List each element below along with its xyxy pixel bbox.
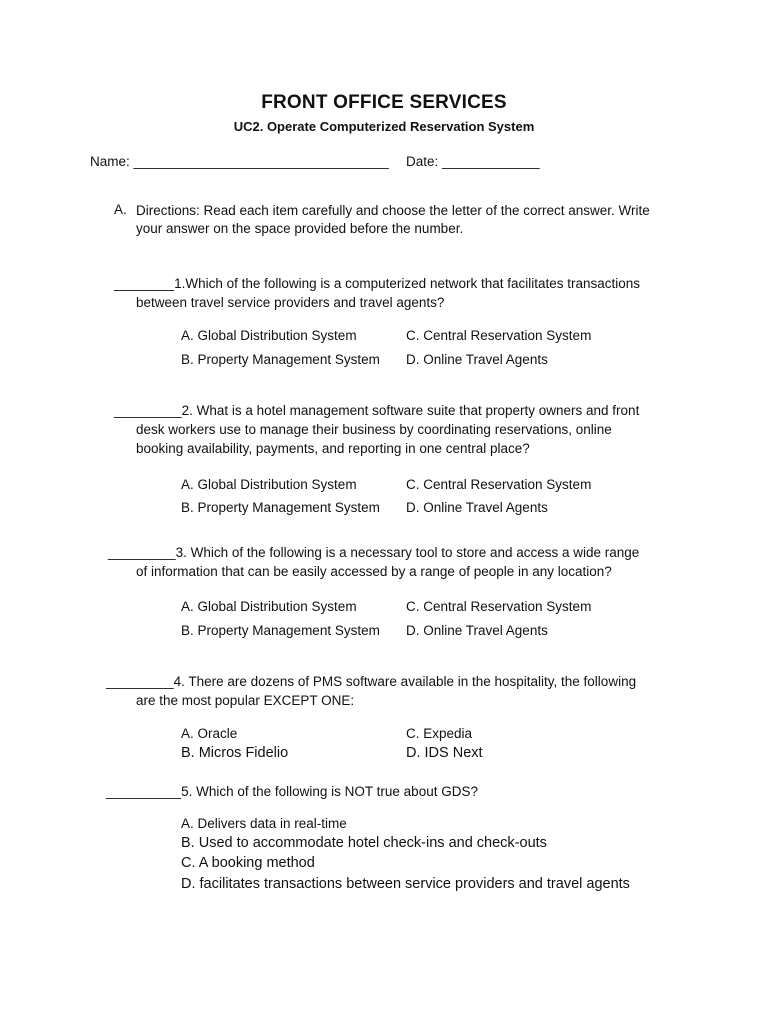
question-2-choice-c: C. Central Reservation System bbox=[406, 477, 592, 492]
question-3-stem-cont: of information that can be easily accessed by a range of people in any location? bbox=[136, 564, 612, 579]
question-4 bbox=[106, 672, 646, 710]
question-3-stem: _________3. Which of the following is a necessary tool to store and access a wide range bbox=[108, 545, 640, 560]
question-4-stem: _________4. There are dozens of PMS software available in the hospitality, the following bbox=[106, 674, 637, 689]
question-4-choice-d: D. IDS Next bbox=[406, 745, 483, 761]
question-1-choice-c: C. Central Reservation System bbox=[406, 328, 592, 343]
question-1-choice-b: B. Property Management System bbox=[181, 352, 380, 367]
question-4-choice-b: B. Micros Fidelio bbox=[181, 745, 289, 761]
question-1-stem: ________1.Which of the following is a computerized network that facilitates transactions bbox=[114, 276, 641, 291]
question-5-choice-d: D. facilitates transactions between service providers and travel agents bbox=[181, 876, 630, 892]
date-field: Date: _____________ bbox=[406, 154, 540, 169]
question-1-choice-d: D. Online Travel Agents bbox=[406, 352, 548, 367]
question-1-stem-cont: between travel service providers and travel agents? bbox=[136, 295, 445, 310]
question-2 bbox=[114, 401, 654, 458]
question-5 bbox=[106, 782, 646, 801]
question-2-stem: _________2. What is a hotel management software suite that property owners and front bbox=[114, 403, 640, 418]
question-3-choice-d: D. Online Travel Agents bbox=[406, 623, 548, 638]
name-field: Name: __________________________________ bbox=[90, 154, 389, 169]
question-2-choice-d: D. Online Travel Agents bbox=[406, 500, 548, 515]
question-3 bbox=[108, 543, 648, 581]
page-title: FRONT OFFICE SERVICES bbox=[261, 92, 507, 113]
question-2-choice-a: A. Global Distribution System bbox=[181, 477, 357, 492]
question-2-stem-cont: desk workers use to manage their business by coordinating reservations, online booking availability, payments, and reporting in one central place? bbox=[136, 422, 612, 456]
question-5-choice-a: A. Delivers data in real-time bbox=[181, 816, 347, 831]
question-4-stem-cont: are the most popular EXCEPT ONE: bbox=[136, 693, 355, 708]
question-5-choice-b: B. Used to accommodate hotel check-ins and check-outs bbox=[181, 835, 547, 851]
question-3-choice-a: A. Global Distribution System bbox=[181, 599, 357, 614]
question-4-choice-c: C. Expedia bbox=[406, 726, 473, 741]
directions-letter: A. bbox=[114, 202, 127, 217]
question-3-choice-b: B. Property Management System bbox=[181, 623, 380, 638]
directions-text: Directions: Read each item carefully and choose the letter of the correct answer. Write your answer on the space provided before the number. bbox=[136, 203, 650, 236]
question-5-stem: __________5. Which of the following is NOT true about GDS? bbox=[106, 784, 478, 799]
question-3-choice-c: C. Central Reservation System bbox=[406, 599, 592, 614]
page-subtitle: UC2. Operate Computerized Reservation System bbox=[233, 119, 535, 134]
question-4-choice-a: A. Oracle bbox=[181, 726, 238, 741]
question-1-choice-a: A. Global Distribution System bbox=[181, 328, 357, 343]
question-1 bbox=[114, 274, 654, 312]
question-5-choice-c: C. A booking method bbox=[181, 855, 315, 871]
question-2-choice-b: B. Property Management System bbox=[181, 500, 380, 515]
